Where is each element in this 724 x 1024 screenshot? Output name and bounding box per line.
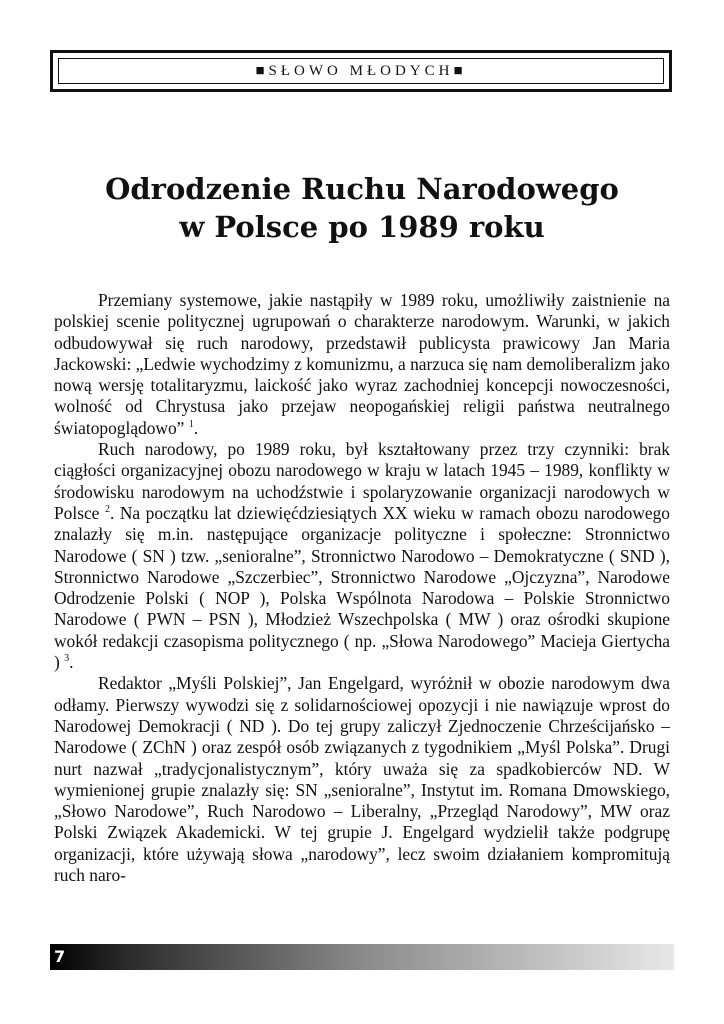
paragraph-3-text: Redaktor „Myśli Polskiej”, Jan Engelgard, wyróżnił w obozie narodowym dwa odłamy. Pierwszy wywodzi się z solidarnościowej opozycji i nie nawiązuje wprost do Narodowej Demokracji ( ND ). Do tej grupy zaliczył Zjednoczenie Chrześcijańsko – Narodowe ( ZChN ) oraz zespół osób związanych z tygodnikiem „Myśl Polska”. Drugi nurt nazwał „tradycjonalistycznym”, który uważa się za spadkobierców ND. W wymienionej grupie znalazły się: SN „senioralne”, Instytut im. Romana Dmowskiego, „Słowo Narodowe”, Ruch Narodowo – Liberalny, „Przegląd Narodowy”, MW oraz Polski Związek Akademicki. W tej grupie J. Engelgard wydzielił także podgrupę organizacji, które używają słowa „narodowy”, lecz swoim działaniem kompromitują ruch naro- [54, 673, 670, 886]
paragraph-1-tail: . [193, 417, 199, 438]
header-inner-frame [58, 58, 664, 84]
article-title-line-2: w Polsce po 1989 roku [179, 210, 545, 244]
paragraph-1-text: Przemiany systemowe, jakie nastąpiły w 1989 roku, umożliwiły zaistnienie na polskiej scenie politycznej ugrupowań o charakterze narodowym. Warunki, w jakich odbudowywał się ruch narodowy, przedstawił publicysta prawicowy Jan Maria Jackowski: „Ledwie wychodzimy z komunizmu, a narzuca się nam demoliberalizm jako nową wersję totalitaryzmu, laickość jako wyraz zachodniej koncepcji nowoczesności, wolność od Chrystusa jako przejaw neopogańskiej religii państwa neutralnego światopoglądowo” [54, 290, 670, 438]
header-frame [50, 50, 672, 92]
footnote-ref-2: 2 [104, 504, 110, 516]
paragraph-1 [54, 290, 670, 439]
magazine-header: ■SŁOWO MŁODYCH■ [255, 62, 467, 79]
article-title-line-1: Odrodzenie Ruchu Narodowego [105, 172, 619, 206]
paragraph-2-tail: . Na początku lat dziewięćdziesiątych XX wieku w ramach obozu narodowego znalazły się m.in. następujące organizacje polityczne i społeczne: Stronnictwo Narodowe ( SN ) tzw. „senioralne”, Stronnictwo Narodowo – Demokratyczne ( SND ), Stronnictwo Narodowe „Szczerbiec”, Stronnictwo Narodowe „Ojczyzna”, Narodowe Odrodzenie Polski ( NOP ), Polska Wspólnota Narodowa – Polskie Stronnictwo Narodowe ( PWN – PSN ), Młodzież Wszechpolska ( MW ) oraz ośrodki skupione wokół redakcji czasopisma politycznego ( np. „Słowa Narodowego” Macieja Giertycha ) [54, 502, 670, 673]
paragraph-2 [54, 439, 670, 673]
footer-bar [50, 944, 674, 970]
footnote-ref-3: 3 [64, 653, 70, 665]
paragraph-2-end: . [69, 652, 74, 673]
article-body [54, 290, 670, 886]
footnote-ref-1: 1 [188, 418, 194, 430]
paragraph-2-text: Ruch narodowy, po 1989 roku, był kształtowany przez trzy czynniki: brak ciągłości organizacyjnej obozu narodowego w kraju w latach 1945 – 1989, konflikty w środowisku narodowym na uchodźstwie i spolaryzowanie organizacji narodowych w Polsce [54, 439, 670, 523]
page-number: 7 [54, 947, 66, 966]
paragraph-3 [54, 673, 670, 886]
article-title [50, 170, 674, 246]
